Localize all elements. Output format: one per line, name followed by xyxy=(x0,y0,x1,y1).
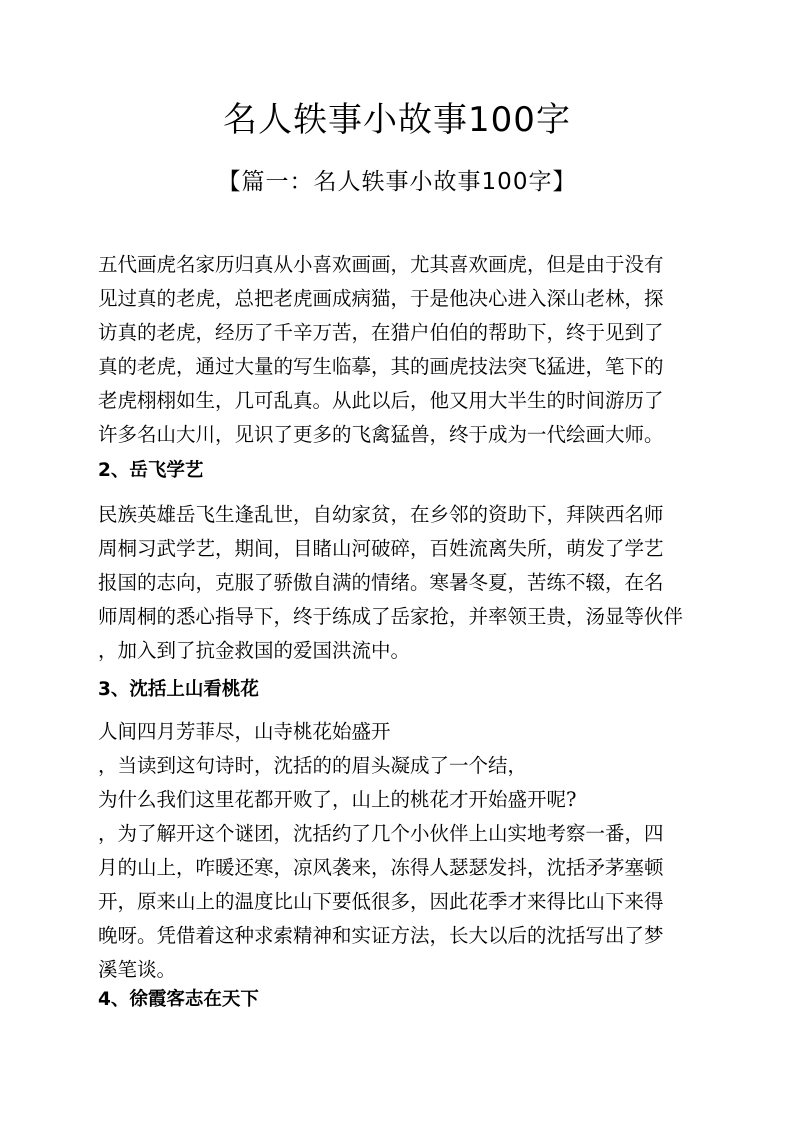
document-subtitle: 【篇一：名人轶事小故事100字】 xyxy=(217,169,577,195)
document-title: 名人轶事小故事100字 xyxy=(223,100,571,140)
paragraph-line: 溪笔谈。 xyxy=(98,958,177,981)
paragraph-line: 访真的老虎，经历了千辛万苦，在猎户伯伯的帮助下，终于见到了 xyxy=(98,321,664,344)
section-heading-3: 3、沈括上山看桃花 xyxy=(98,679,259,700)
paragraph-line: 师周桐的悉心指导下，终于练成了岳家抢，并率领王贵，汤显等伙伴 xyxy=(98,605,684,628)
paragraph-line: 五代画虎名家历归真从小喜欢画画，尤其喜欢画虎，但是由于没有 xyxy=(98,253,664,276)
paragraph-line: 报国的志向，克服了骄傲自满的情绪。寒暑冬夏，苦练不辍，在名 xyxy=(98,571,664,594)
story-paragraph-3 xyxy=(98,715,698,987)
section-heading-2: 2、岳飞学艺 xyxy=(98,460,204,481)
paragraph-line: ，加入到了抗金救国的爱国洪流中。 xyxy=(98,639,411,662)
story-paragraph-2 xyxy=(98,498,698,668)
paragraph-line: 见过真的老虎，总把老虎画成病猫，于是他决心进入深山老林，探 xyxy=(98,287,664,310)
paragraph-line: 周桐习武学艺，期间，目睹山河破碎，百姓流离失所，萌发了学艺 xyxy=(98,537,664,560)
section-heading-4: 4、徐霞客志在天下 xyxy=(98,989,259,1010)
paragraph-line: 许多名山大川，见识了更多的飞禽猛兽，终于成为一代绘画大师。 xyxy=(98,423,664,446)
paragraph-line: 月的山上，咋暖还寒，凉风袭来，冻得人瑟瑟发抖，沈括矛茅塞顿 xyxy=(98,856,664,879)
paragraph-line: 真的老虎，通过大量的写生临摹，其的画虎技法突飞猛进，笔下的 xyxy=(98,355,664,378)
paragraph-line: ，当读到这句诗时，沈括的的眉头凝成了一个结， xyxy=(98,754,528,777)
story-paragraph-1 xyxy=(98,248,698,452)
paragraph-line: 老虎栩栩如生，几可乱真。从此以后，他又用大半生的时间游历了 xyxy=(98,389,664,412)
paragraph-line: 民族英雄岳飞生逢乱世，自幼家贫，在乡邻的资助下，拜陕西名师 xyxy=(98,503,664,526)
paragraph-line: 晚呀。凭借着这种求索精神和实证方法，长大以后的沈括写出了梦 xyxy=(98,924,664,947)
paragraph-line: 开，原来山上的温度比山下要低很多，因此花季才来得比山下来得 xyxy=(98,890,664,913)
paragraph-line: ，为了解开这个谜团，沈括约了几个小伙伴上山实地考察一番，四 xyxy=(98,822,664,845)
paragraph-line: 人间四月芳菲尽，山寺桃花始盛开 xyxy=(98,720,391,743)
paragraph-line: 为什么我们这里花都开败了，山上的桃花才开始盛开呢? xyxy=(98,788,577,811)
